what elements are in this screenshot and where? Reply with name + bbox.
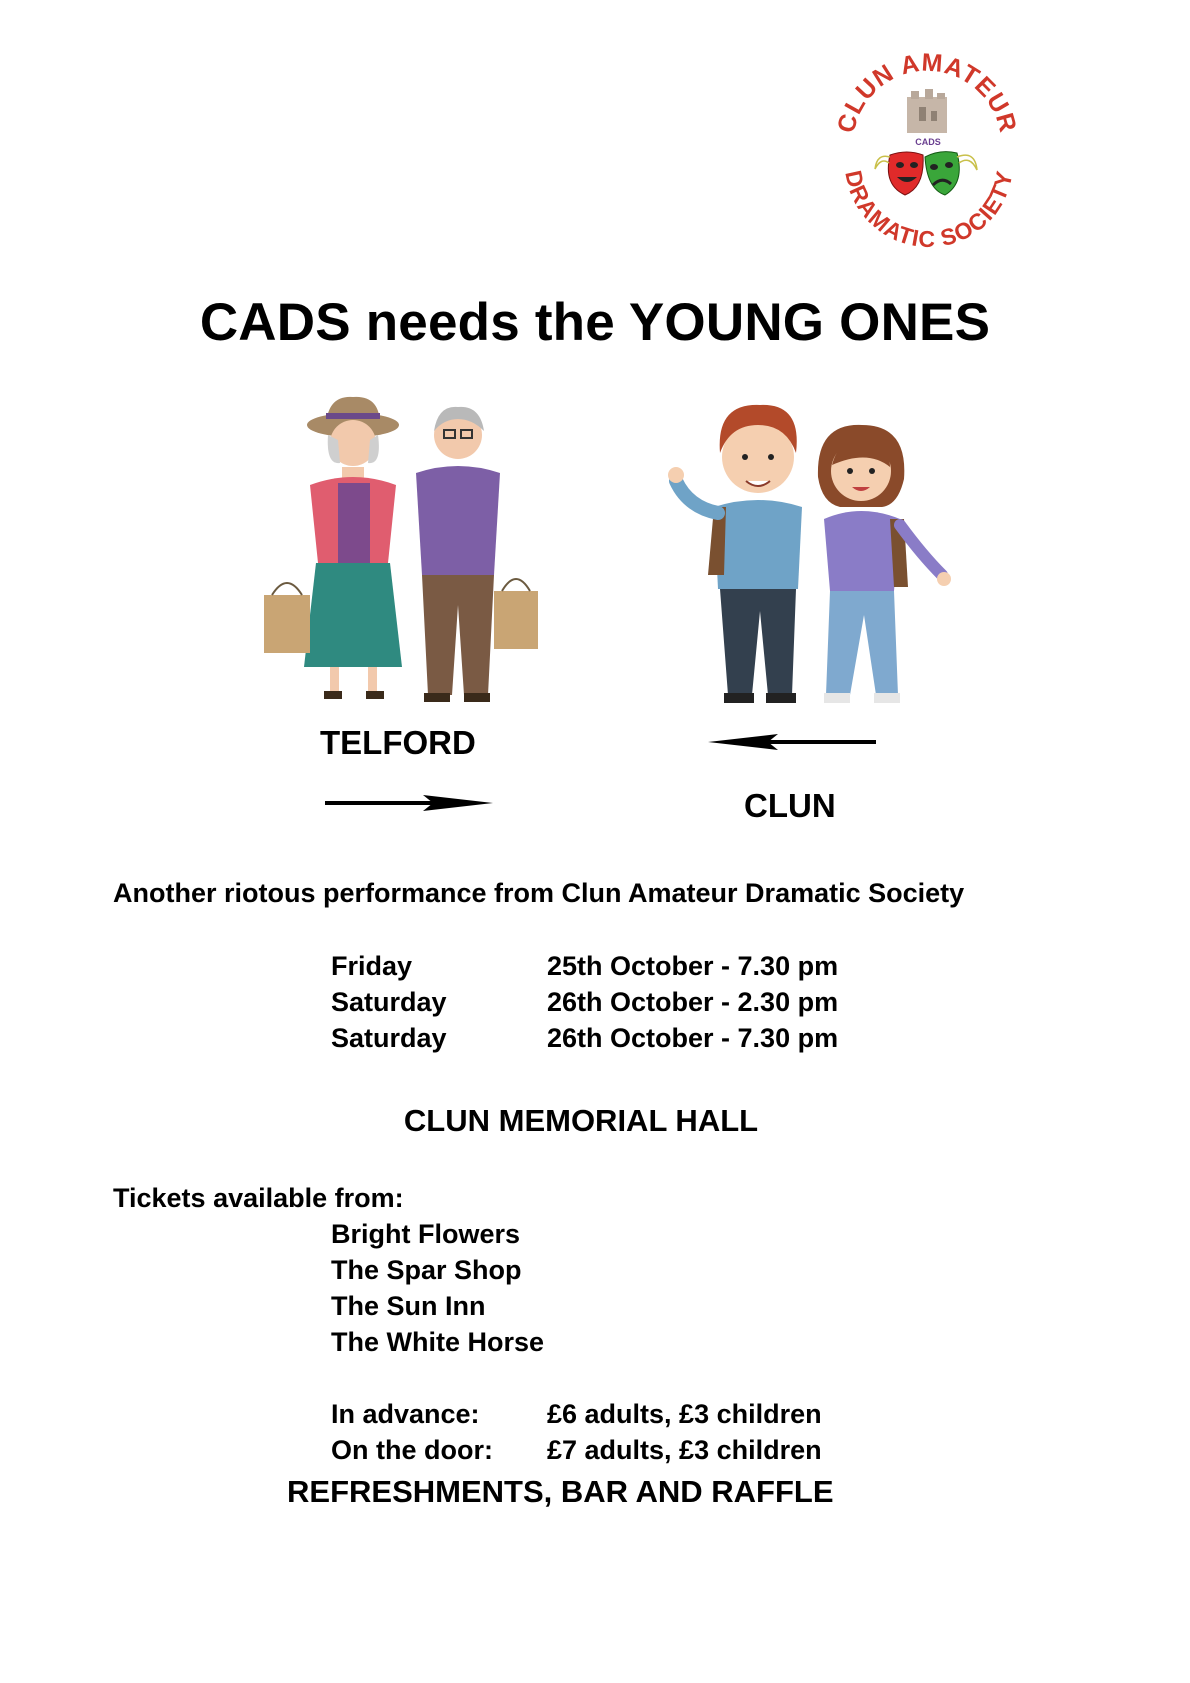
arrow-left-icon xyxy=(708,732,876,752)
ticket-outlet: The Spar Shop xyxy=(331,1255,522,1285)
young-girl-figure xyxy=(818,425,951,703)
elderly-woman-figure xyxy=(264,397,402,699)
logo-top-text: CLUN AMATEUR xyxy=(831,48,1023,136)
young-boy-figure xyxy=(668,405,802,703)
schedule-day: Saturday xyxy=(331,987,447,1017)
price-label: In advance: xyxy=(331,1399,480,1429)
ticket-outlet: The White Horse xyxy=(331,1327,545,1357)
schedule-time: 25th October - 7.30 pm xyxy=(547,951,839,981)
svg-text:DRAMATIC SOCIETY xyxy=(840,168,1018,252)
ticket-outlet: The Sun Inn xyxy=(331,1291,486,1321)
venue-text: CLUN MEMORIAL HALL xyxy=(403,1103,759,1138)
clun-label: CLUN xyxy=(744,787,836,824)
elderly-couple-illustration xyxy=(258,395,548,720)
arrow-right-icon xyxy=(325,793,493,813)
logo-center-text: CADS xyxy=(915,137,941,147)
schedule-time: 26th October - 2.30 pm xyxy=(547,987,839,1017)
schedule-time: 26th October - 7.30 pm xyxy=(547,1023,839,1053)
tagline: Another riotous performance from Clun Amateur Dramatic Society xyxy=(113,878,965,908)
ticket-outlet: Bright Flowers xyxy=(331,1219,521,1249)
telford-label: TELFORD xyxy=(320,724,476,761)
cads-logo xyxy=(825,45,1030,260)
theatre-masks-icon xyxy=(875,152,977,195)
venue-heading xyxy=(0,1103,1190,1139)
refreshments-banner: REFRESHMENTS, BAR AND RAFFLE xyxy=(287,1474,834,1509)
schedule-day: Friday xyxy=(331,951,413,981)
schedule-day: Saturday xyxy=(331,1023,447,1053)
price-value: £7 adults, £3 children xyxy=(547,1435,822,1465)
tickets-heading: Tickets available from: xyxy=(113,1183,404,1213)
poster-title: CADS needs the YOUNG ONES xyxy=(199,293,991,352)
price-value: £6 adults, £3 children xyxy=(547,1399,822,1429)
elderly-man-figure xyxy=(416,407,538,702)
young-couple-illustration xyxy=(668,395,953,720)
logo-bottom-text: DRAMATIC SOCIETY xyxy=(840,168,1018,253)
price-label: On the door: xyxy=(331,1435,493,1465)
castle-icon xyxy=(907,89,947,133)
